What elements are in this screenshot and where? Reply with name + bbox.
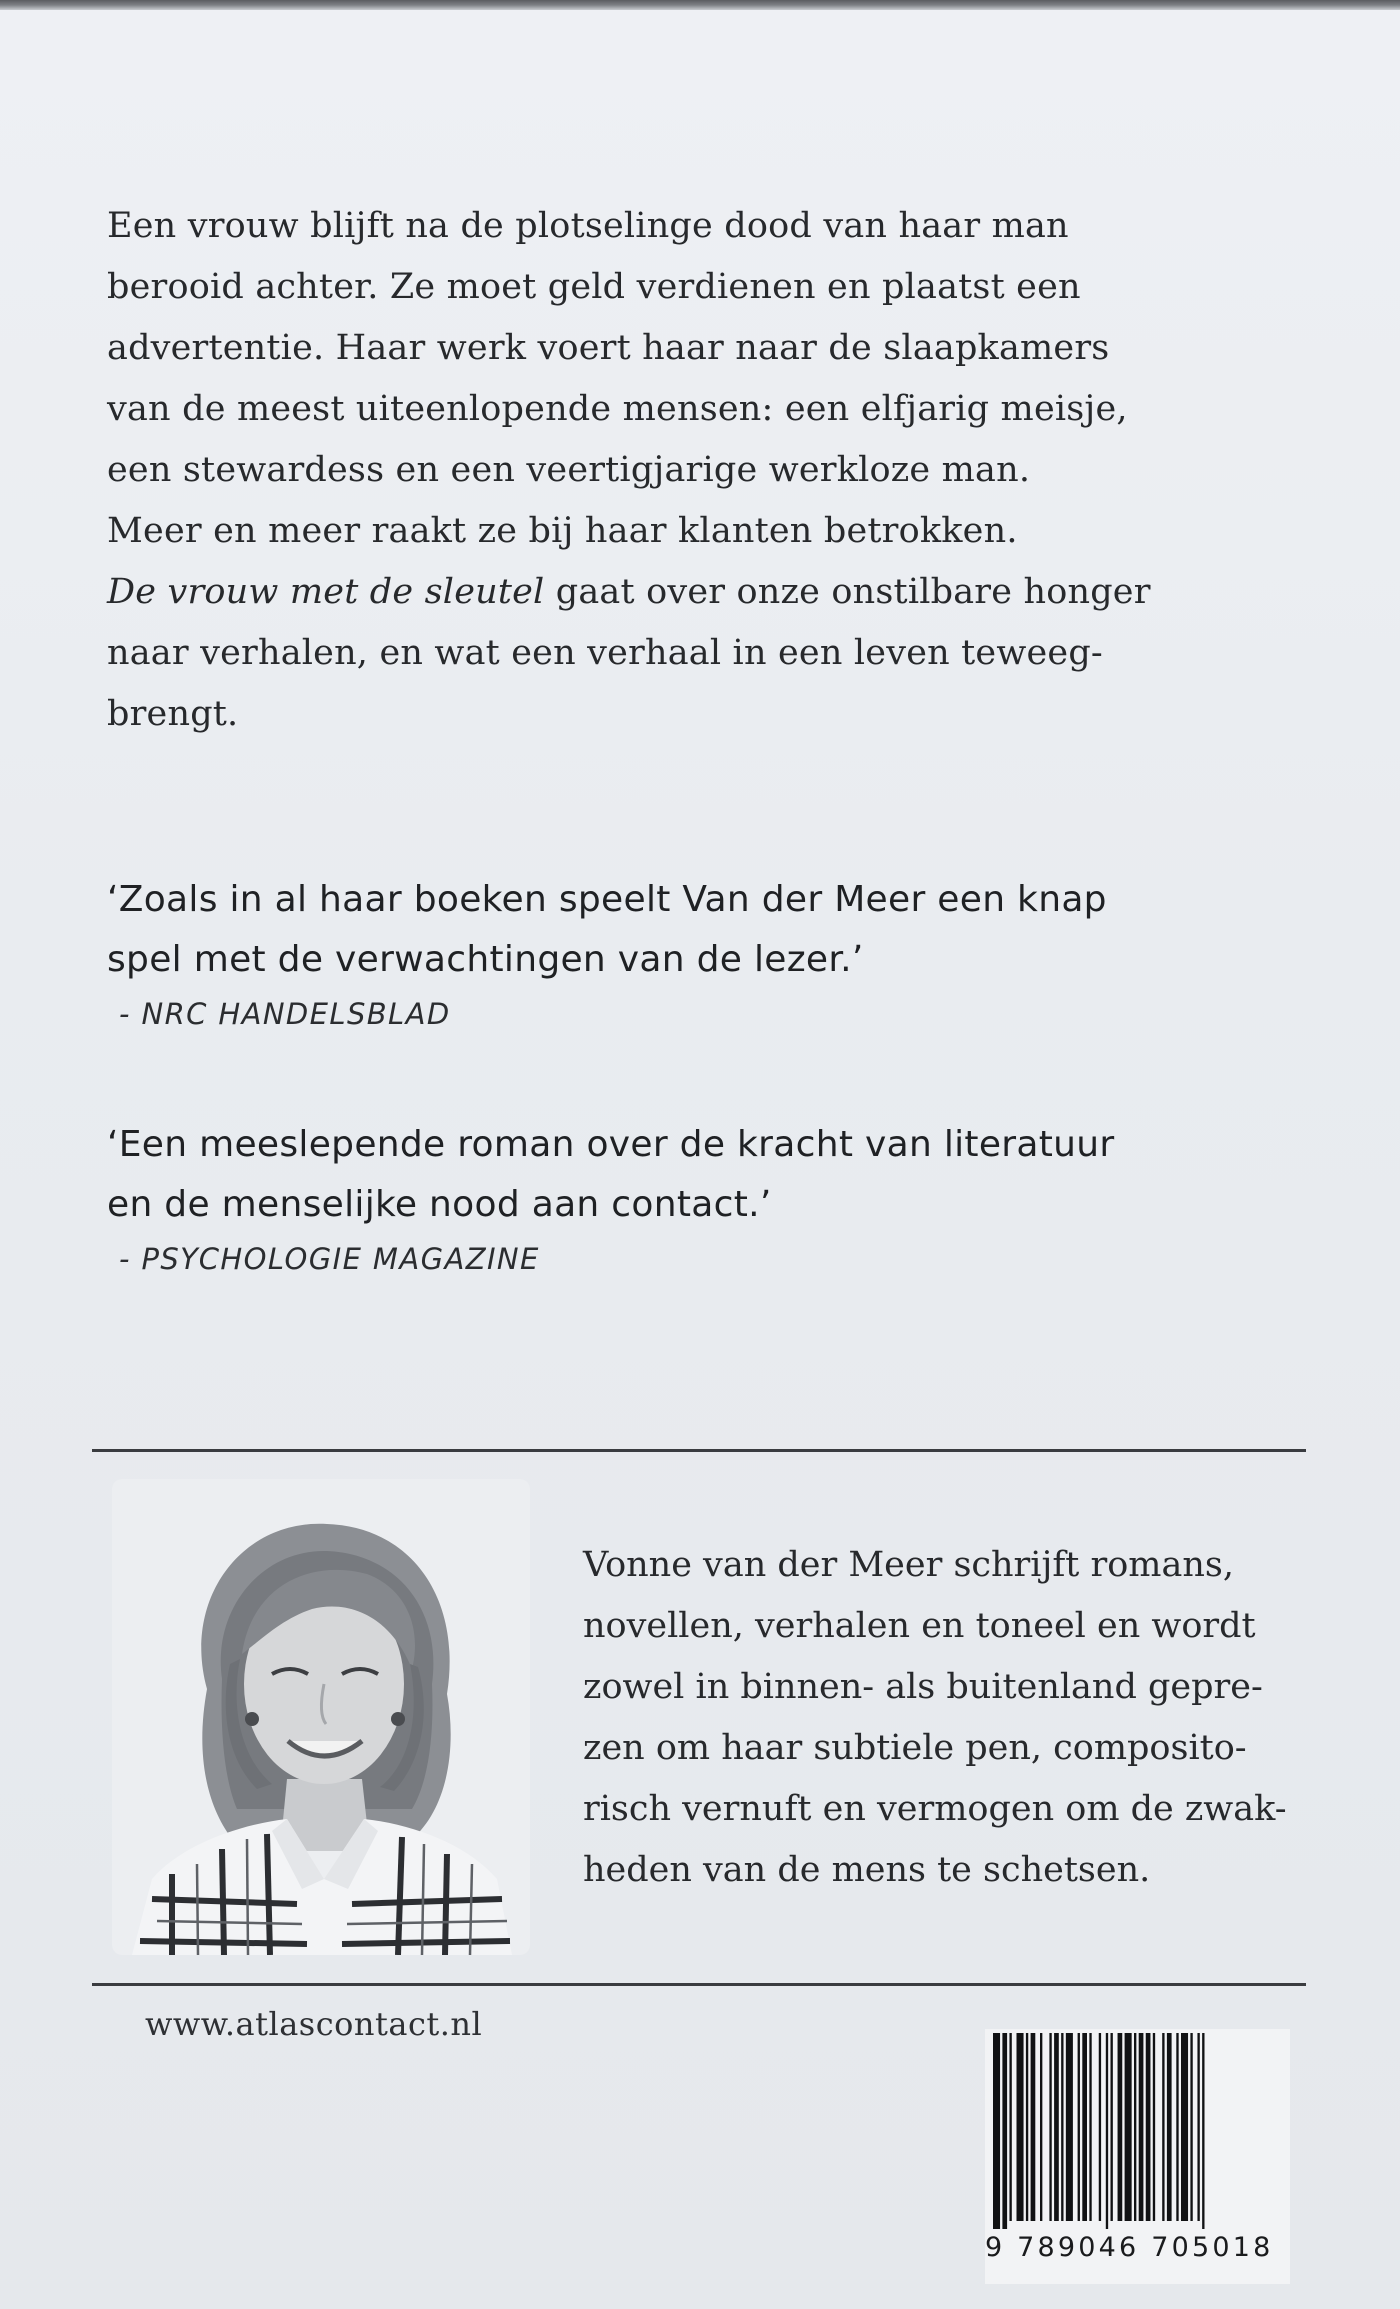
blurb-line: Meer en meer raakt ze bij haar klanten betrokken.	[107, 511, 1018, 551]
barcode-bar	[1017, 2033, 1024, 2221]
barcode-bar	[1197, 2033, 1199, 2221]
divider-bottom	[92, 1983, 1306, 1986]
barcode-bar	[1111, 2033, 1113, 2221]
barcode-bar	[993, 2033, 1000, 2229]
barcode-bar	[1153, 2033, 1155, 2221]
bio-line: zen om haar subtiele pen, composito-	[583, 1728, 1247, 1768]
top-edge-shadow	[0, 0, 1400, 10]
barcode-bar	[1009, 2033, 1011, 2221]
barcode-bar	[1099, 2033, 1101, 2221]
blurb-line: advertentie. Haar werk voert haar naar de slaapkamers	[107, 328, 1110, 368]
author-bio	[583, 1535, 1313, 1901]
quote-line: ‘Een meeslepende roman over de kracht van literatuur	[107, 1124, 1115, 1165]
author-photo	[112, 1479, 530, 1955]
barcode-bar	[1089, 2033, 1091, 2221]
barcode-bar	[1190, 2033, 1192, 2221]
barcode-bar	[1162, 2033, 1164, 2221]
book-title-italic: De vrouw met de sleutel	[107, 572, 545, 612]
blurb-text	[107, 196, 1227, 745]
blurb-line: naar verhalen, en wat een verhaal in een leven teweeg-	[107, 633, 1103, 673]
quote-line: ‘Zoals in al haar boeken speelt Van der Meer een knap	[107, 879, 1107, 920]
barcode-bar	[1139, 2033, 1144, 2221]
review-quote-nrc	[107, 870, 1257, 1034]
blurb-after-title: gaat over onze onstilbare honger	[544, 572, 1151, 612]
barcode-bar	[1040, 2033, 1042, 2221]
review-quote-psychologie	[107, 1115, 1257, 1279]
quote-line: en de menselijke nood aan contact.’	[107, 1184, 772, 1225]
blurb-line: van de meest uiteenlopende mensen: een elfjarig meisje,	[107, 389, 1128, 429]
barcode-bar	[1026, 2033, 1028, 2221]
barcode-bar	[1049, 2033, 1051, 2221]
blurb-line: berooid achter. Ze moet geld verdienen en plaatst een	[107, 267, 1081, 307]
bio-line: zowel in binnen- als buitenland gepre-	[583, 1667, 1263, 1707]
barcode-bar	[1146, 2033, 1151, 2221]
barcode-bar	[1031, 2033, 1036, 2221]
barcode-bar	[1106, 2033, 1108, 2229]
blurb-line-with-title	[107, 562, 1227, 623]
barcode-bar	[1118, 2033, 1123, 2221]
isbn-barcode	[985, 2029, 1290, 2284]
barcode-bar	[1078, 2033, 1080, 2221]
barcode-bar	[1082, 2033, 1087, 2221]
barcode-bar	[1066, 2033, 1073, 2221]
barcode-bar	[1002, 2033, 1007, 2229]
blurb-line: brengt.	[107, 694, 239, 734]
divider-top	[92, 1449, 1306, 1452]
barcode-bar	[1181, 2033, 1188, 2221]
quote-source: - NRC HANDELSBLAD	[119, 997, 451, 1031]
barcode-bar	[1061, 2033, 1063, 2221]
bio-line: heden van de mens te schetsen.	[583, 1850, 1151, 1890]
bio-line: Vonne van der Meer schrijft romans,	[583, 1545, 1234, 1585]
barcode-bar	[1134, 2033, 1136, 2221]
barcode-digits: 9 789046 705018	[985, 2232, 1274, 2263]
barcode-bar	[1125, 2033, 1132, 2221]
blurb-line: een stewardess en een veertigjarige werkloze man.	[107, 450, 1031, 490]
publisher-website: www.atlascontact.nl	[145, 2005, 483, 2043]
barcode-bar	[1167, 2033, 1172, 2221]
bio-line: risch vernuft en vermogen om de zwak-	[583, 1789, 1287, 1829]
barcode-bars	[985, 2029, 1290, 2229]
barcode-bar	[1176, 2033, 1178, 2221]
quote-source: - PSYCHOLOGIE MAGAZINE	[119, 1242, 540, 1276]
barcode-bar	[1054, 2033, 1059, 2221]
bio-line: novellen, verhalen en toneel en wordt	[583, 1606, 1256, 1646]
quote-line: spel met de verwachtingen van de lezer.’	[107, 939, 864, 980]
barcode-bar	[1202, 2033, 1204, 2229]
blurb-line: Een vrouw blijft na de plotselinge dood van haar man	[107, 206, 1069, 246]
